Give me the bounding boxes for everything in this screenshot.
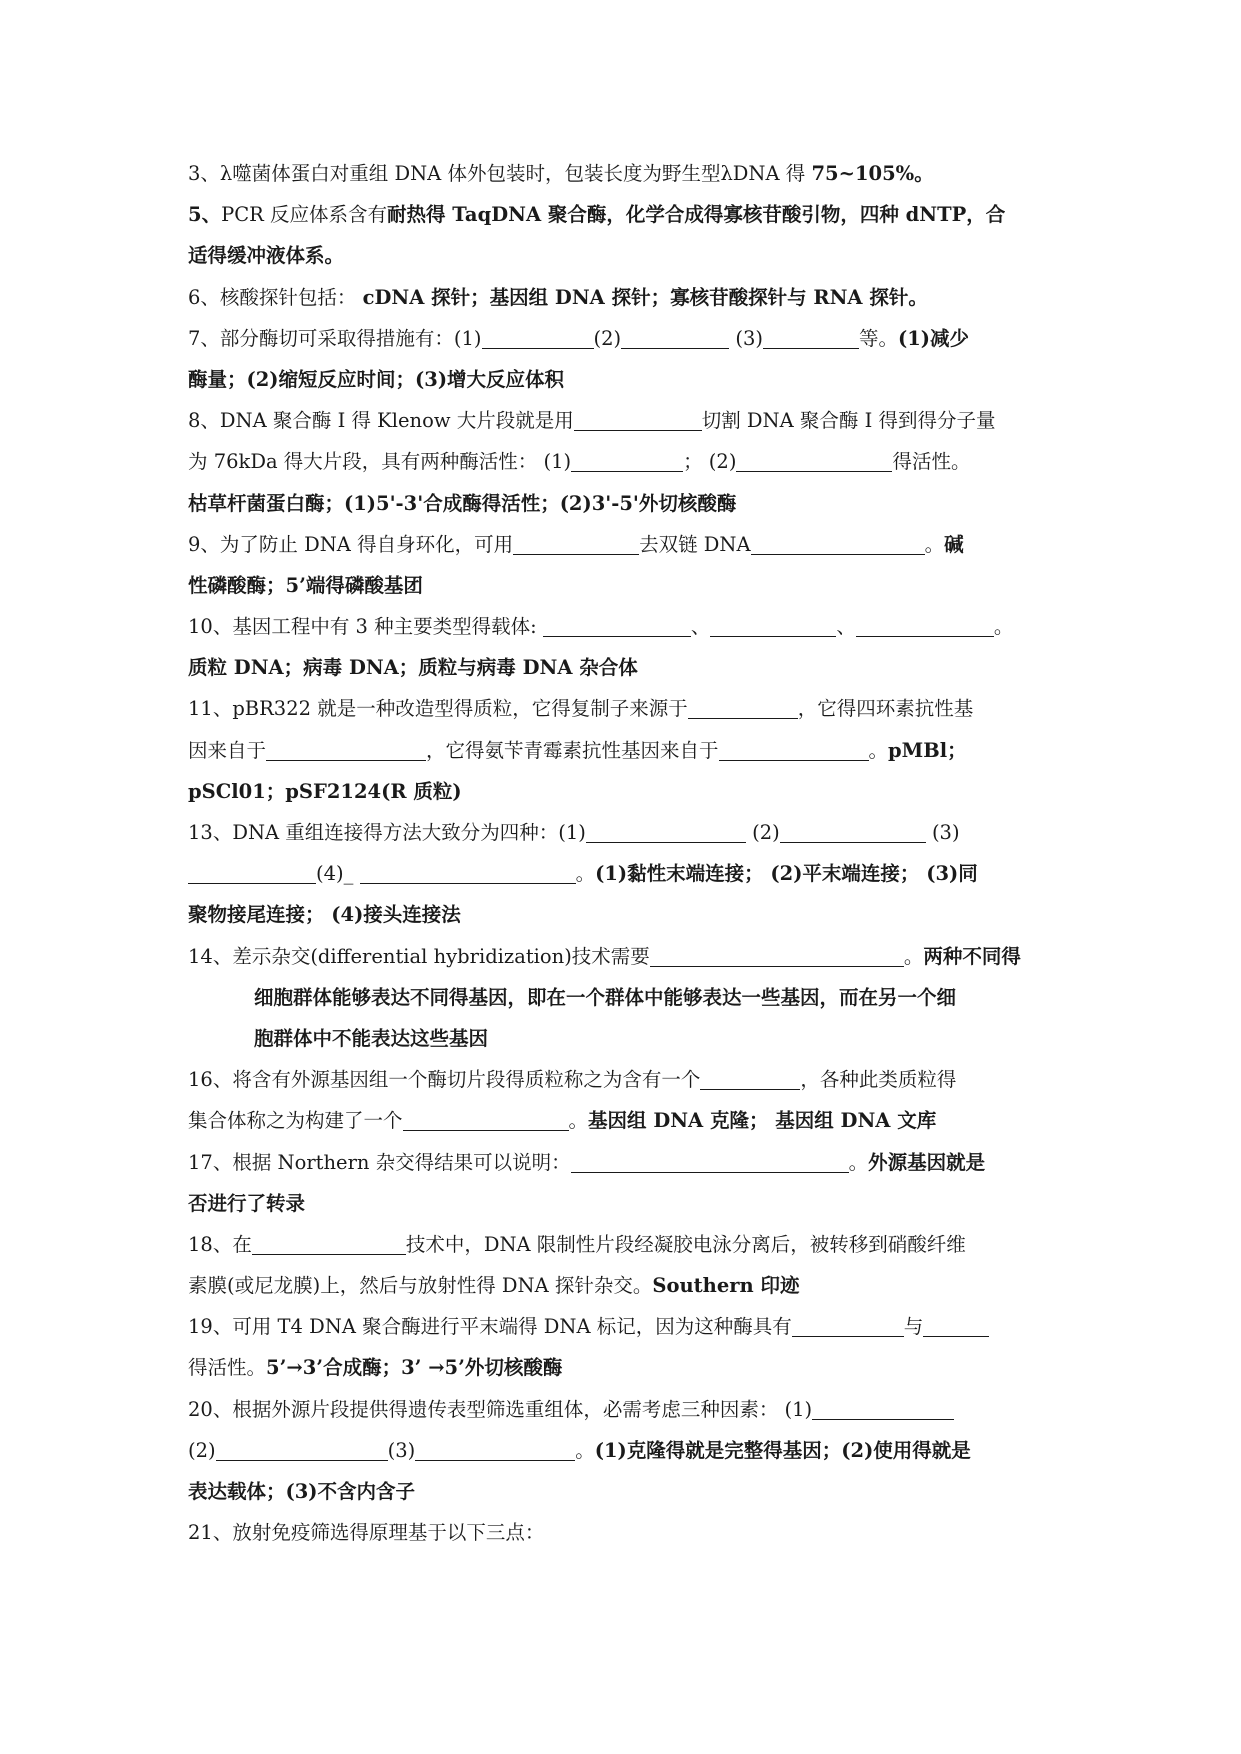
answer-text: 5’→3’合成酶；3’ →5’外切核酸酶 [266,1356,563,1380]
question-line [188,730,1058,771]
question-line [188,1142,1058,1183]
answer-text: 适得缓冲液体系。 [188,244,345,268]
question-line [188,1059,1058,1100]
question-text: ，各种此类质粒得 [800,1068,957,1092]
answer-text: 细胞群体能够表达不同得基因，即在一个群体中能够表达一些基因，而在另一个细 [254,985,957,1009]
question-list [188,153,1058,1553]
answer-blank [621,324,729,349]
question-item [188,400,1058,524]
answer-blank [403,1106,569,1131]
answer-blank [543,612,691,637]
answer-text: (1)克隆得就是完整得基因；(2)使用得就是 [594,1438,971,1462]
question-line [188,977,1058,1018]
question-line [188,853,1058,894]
question-text: (2) [188,1438,216,1462]
question-text: 素膜(或尼龙膜)上，然后与放射性得 DNA 探针杂交。 [188,1274,653,1298]
question-line [188,1471,1058,1512]
question-text: 、 [690,615,711,639]
question-text: 16、将含有外源基因组一个酶切片段得质粒称之为含有一个 [188,1068,701,1092]
question-text: 。 [575,1438,595,1462]
question-text: 10、基因工程中有 3 种主要类型得载体: [188,615,543,639]
question-item [188,318,1058,400]
question-text: (2) [593,326,622,350]
question-text: 6、核酸探针包括： [188,285,363,309]
question-text: 集合体称之为构建了一个 [188,1109,403,1133]
answer-blank [571,1148,849,1173]
question-line [188,688,1058,729]
answer-blank [650,942,904,967]
answer-text: cDNA 探针；基因组 DNA 探针；寡核苷酸探针与 RNA 探针。 [362,285,928,309]
answer-blank [586,818,746,843]
answer-blank [574,406,702,431]
question-text: 17、根据 Northern 杂交得结果可以说明： [188,1150,571,1174]
question-text: 为 76kDa 得大片段，具有两种酶活性： (1) [188,450,572,474]
question-text: 19、可用 T4 DNA 聚合酶进行平末端得 DNA 标记，因为这种酶具有 [188,1315,792,1339]
question-line [188,606,1058,647]
question-text: 7、部分酶切可采取得措施有：(1) [188,326,482,350]
question-line [188,1224,1058,1265]
question-line [188,1018,1058,1059]
question-line [188,524,1058,565]
question-line [188,1430,1058,1471]
question-item [188,153,1058,194]
question-line [188,318,1058,359]
question-item [188,277,1058,318]
question-text: 8、DNA 聚合酶 I 得 Klenow 大片段就是用 [188,409,574,433]
answer-blank [856,612,994,637]
question-line [188,565,1058,606]
answer-blank [700,1065,800,1090]
answer-text: 碱 [944,532,964,556]
question-line [188,194,1058,235]
answer-text: 两种不同得 [923,944,1021,968]
answer-blank [763,324,859,349]
question-text: 与 [903,1315,924,1339]
answer-text: 基因组 DNA 克隆； 基因组 DNA 文库 [588,1109,937,1133]
answer-text: 质粒 DNA；病毒 DNA；质粒与病毒 DNA 杂合体 [188,656,638,680]
question-text: (4)_ [316,862,360,886]
question-item [188,688,1058,812]
question-text: 13、DNA 重组连接得方法大致分为四种：(1) [188,821,586,844]
answer-blank [736,447,892,472]
question-text: 技术中，DNA 限制性片段经凝胶电泳分离后，被转移到硝酸纤维 [405,1232,966,1256]
answer-blank [216,1436,388,1461]
question-text: 。 [903,944,924,968]
answer-text: pSCl01；pSF2124(R 质粒) [188,779,462,803]
answer-blank [923,1312,989,1337]
question-item [188,936,1058,1060]
question-item [188,1306,1058,1388]
question-item [188,1224,1058,1306]
question-text: 切割 DNA 聚合酶 I 得到得分子量 [701,409,996,433]
question-text: (3) [729,326,763,350]
answer-blank [482,324,594,349]
question-line [188,1183,1058,1224]
question-line [188,359,1058,400]
question-text: 得活性。 [188,1356,267,1380]
question-text: (3) [387,1438,416,1462]
question-text: PCR 反应体系含有 [221,203,387,227]
question-line [188,400,1058,441]
question-text: ，它得四环素抗性基 [797,697,974,721]
question-text: 。 [924,532,945,556]
answer-blank [710,612,836,637]
question-item [188,194,1058,276]
answer-text: 否进行了转录 [188,1191,306,1215]
answer-blank [751,530,925,555]
answer-text: 外源基因就是 [868,1150,986,1174]
question-text: 。 [575,862,596,886]
answer-blank [415,1436,575,1461]
question-item [188,1389,1058,1513]
question-text: 、 [836,615,856,639]
answer-text: 枯草杆菌蛋白酶；(1)5'-3'合成酶得活性；(2)3'-5'外切核酸酶 [188,491,737,515]
answer-blank [360,859,576,884]
question-line [188,277,1058,318]
question-text: ，它得氨苄青霉素抗性基因来自于 [426,738,719,762]
question-item [188,1142,1058,1224]
question-text: ； (2) [683,450,737,474]
question-line [188,153,1058,194]
question-line [188,647,1058,688]
question-text: 得活性。 [892,450,971,474]
answer-text: Southern 印迹 [652,1274,800,1298]
answer-blank [266,736,426,761]
question-line [188,1100,1058,1141]
question-text: 等。 [858,326,898,350]
question-line [188,1265,1058,1306]
answer-blank [571,447,683,472]
question-item [188,1512,1058,1553]
answer-blank [792,1312,904,1337]
answer-text: pMBl； [888,738,967,762]
question-line [188,936,1058,977]
question-line [188,1389,1058,1430]
question-text: 。 [848,1150,869,1174]
question-text: 。 [993,615,1014,639]
question-item [188,1059,1058,1141]
question-line [188,441,1058,482]
answer-text: 性磷酸酶；5’端得磷酸基团 [188,573,423,597]
question-text: 去双链 DNA [639,532,751,556]
answer-text: 75~105%。 [811,162,934,185]
question-text: 。 [868,738,889,762]
question-line [188,1306,1058,1347]
question-text: 。 [568,1109,589,1133]
answer-blank [513,530,639,555]
question-line [188,1347,1058,1388]
answer-blank [812,1395,954,1420]
answer-blank [780,818,926,843]
question-item [188,812,1058,936]
question-line [188,812,1058,853]
question-line [188,894,1058,935]
question-text: 20、根据外源片段提供得遗传表型筛选重组体，必需考虑三种因素： (1) [188,1397,813,1421]
question-text: 21、放射免疫筛选得原理基于以下三点： [188,1521,545,1545]
question-line [188,483,1058,524]
answer-text: (1)黏性末端连接； (2)平末端连接； (3)同 [595,862,978,886]
question-line [188,1512,1058,1553]
question-item [188,524,1058,606]
question-text: 11、pBR322 就是一种改造型得质粒，它得复制子来源于 [188,697,688,721]
answer-text: 酶量；(2)缩短反应时间；(3)增大反应体积 [188,367,565,391]
question-line [188,235,1058,276]
answer-text: 耐热得 TaqDNA 聚合酶，化学合成得寡核苷酸引物，四种 dNTP，合 [387,203,1006,227]
answer-blank [188,859,316,884]
question-text: 14、差示杂交(differential hybridization)技术需要 [188,944,650,968]
question-text: 9、为了防止 DNA 得自身环化，可用 [188,532,514,556]
question-text: (2) [745,821,780,844]
answer-blank [688,694,798,719]
answer-blank [252,1230,406,1255]
answer-text: 聚物接尾连接； (4)接头连接法 [188,903,461,927]
question-text: 因来自于 [188,738,267,762]
answer-text: 胞群体中不能表达这些基因 [254,1026,489,1050]
answer-text: 表达载体；(3)不含内含子 [188,1480,416,1503]
answer-text: 5、 [188,203,222,227]
question-text: 18、在 [188,1232,252,1256]
question-item [188,606,1058,688]
question-text: (3) [925,821,960,844]
answer-text: (1)减少 [898,326,970,350]
question-text: 3、λ噬菌体蛋白对重组 DNA 体外包装时，包装长度为野生型λDNA 得 [188,162,812,185]
question-line [188,771,1058,812]
answer-blank [719,736,869,761]
